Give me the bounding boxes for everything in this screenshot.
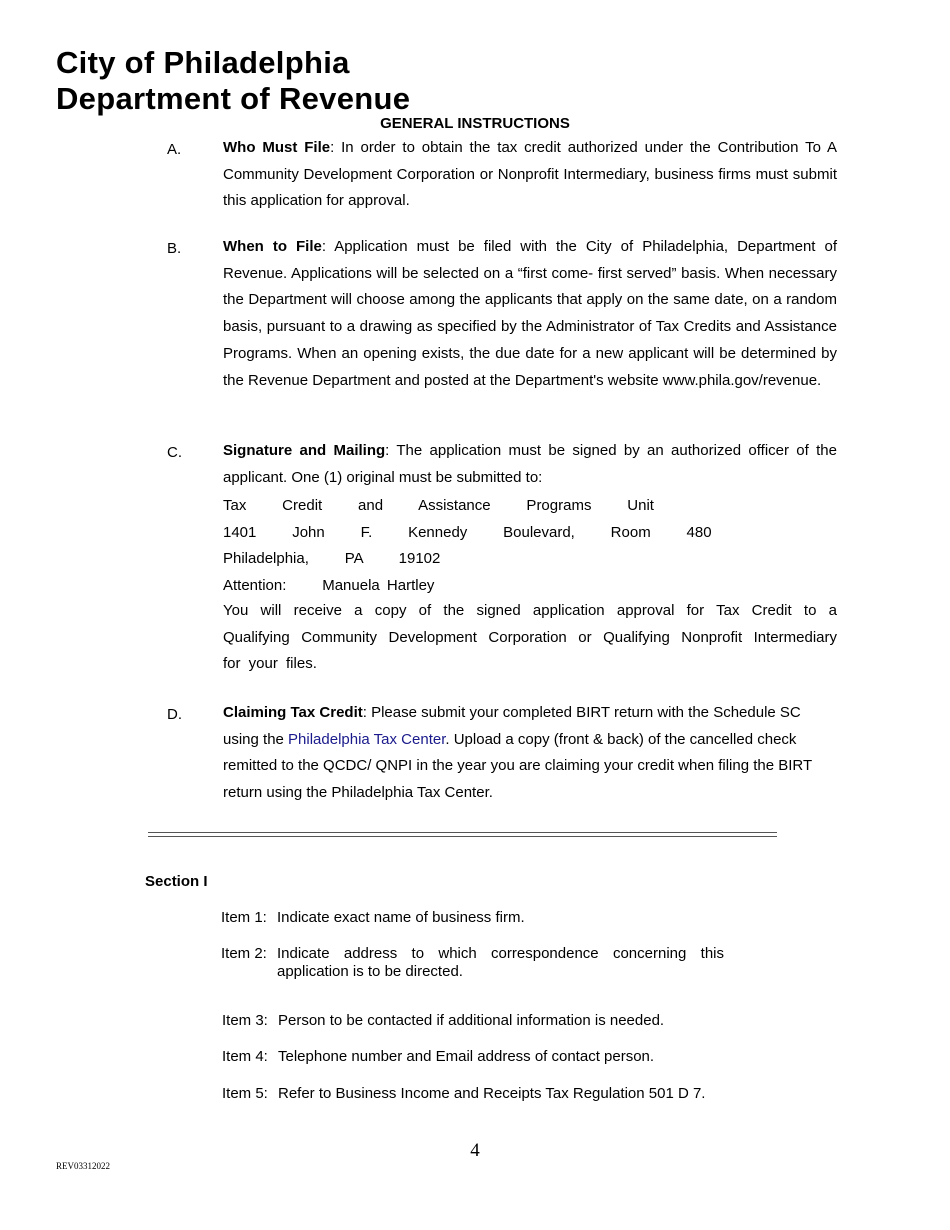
address-line-city: Philadelphia, PA 19102 <box>223 550 441 567</box>
section-b-letter: B. <box>167 240 182 257</box>
section-b-text: : Application must be filed with the City of Philadelphia, Department of Revenue. Applications will be selected on a “first come- first served” basis. When necessary the Department will choose among the applicants that apply on the same date, on a random basis, pursuant to a drawing as specified by the Administrator of Tax Credits and Assistance Programs. When an opening exists, the due date for a new applicant will be determined by the Revenue Department and posted at the Department's website www.phila.gov/revenue. <box>223 238 837 389</box>
section-1-item-2 <box>221 945 724 981</box>
section-a-paragraph <box>223 135 837 215</box>
section-1-item-4 <box>222 1048 654 1066</box>
section-1-item-3 <box>222 1012 664 1030</box>
item-5-label: Item 5: <box>222 1085 268 1102</box>
section-1-item-5 <box>222 1085 705 1103</box>
header-city: City of Philadelphia <box>56 45 350 80</box>
address-line-street: 1401 John F. Kennedy Boulevard, Room 480 <box>223 524 712 541</box>
section-c-letter: C. <box>167 444 182 461</box>
section-c-closing: You will receive a copy of the signed application approval for Tax Credit to a Qualifying Community Development Corporation or Qualifying Nonprofit Intermediary for your files. <box>223 602 837 673</box>
address-line-attention: Attention: Manuela Hartley <box>223 577 435 594</box>
item-2-label: Item 2: <box>221 945 267 962</box>
address-line-unit: Tax Credit and Assistance Programs Unit <box>223 497 654 514</box>
item-3-text: Person to be contacted if additional information is needed. <box>278 1012 665 1029</box>
page-number: 4 <box>470 1140 480 1161</box>
section-c-heading: Signature and Mailing <box>223 442 386 459</box>
item-5-text: Refer to Business Income and Receipts Tax Regulation 501 D 7. <box>278 1085 706 1102</box>
section-a-text: : In order to obtain the tax credit authorized under the Contribution To A Community Development Corporation or Nonprofit Intermediary, business firms must submit this application for approval. <box>223 139 838 210</box>
section-d-letter: D. <box>167 706 182 723</box>
section-d-heading: Claiming Tax Credit <box>223 704 363 721</box>
item-1-text: Indicate exact name of business firm. <box>277 909 525 926</box>
item-2-text: Indicate address to which correspondence concerning this application is to be directed. <box>277 945 724 980</box>
section-d-text-before: : Please submit your completed BIRT return with the Schedule SC using the <box>223 704 801 748</box>
section-d-paragraph <box>223 700 837 807</box>
section-1-title: Section I <box>145 873 208 890</box>
section-c-text: : The application must be signed by an authorized officer of the applicant. One (1) original must be submitted to: <box>223 442 837 486</box>
item-1-label: Item 1: <box>221 909 267 926</box>
section-b-heading: When to File <box>223 238 322 255</box>
section-d-text-after: . Upload a copy (front & back) of the cancelled check remitted to the QCDC/ QNPI in the year you are claiming your credit when filing the BIRT return using the Philadelphia Tax Center. <box>223 730 812 802</box>
section-1-item-1 <box>221 909 525 927</box>
section-a-letter: A. <box>167 141 182 158</box>
item-4-text: Telephone number and Email address of contact person. <box>278 1048 655 1065</box>
section-c-paragraph <box>223 438 837 491</box>
item-3-label: Item 3: <box>222 1012 268 1029</box>
header-department: Department of Revenue <box>56 81 411 116</box>
section-a-heading: Who Must File <box>223 139 331 156</box>
philadelphia-tax-center-link[interactable]: Philadelphia Tax Center <box>288 730 446 748</box>
double-rule-divider <box>148 832 777 837</box>
general-instructions-title: GENERAL INSTRUCTIONS <box>380 115 570 132</box>
item-4-label: Item 4: <box>222 1048 268 1065</box>
section-b-paragraph <box>223 234 837 394</box>
form-code: REV03312022 <box>56 1161 110 1171</box>
